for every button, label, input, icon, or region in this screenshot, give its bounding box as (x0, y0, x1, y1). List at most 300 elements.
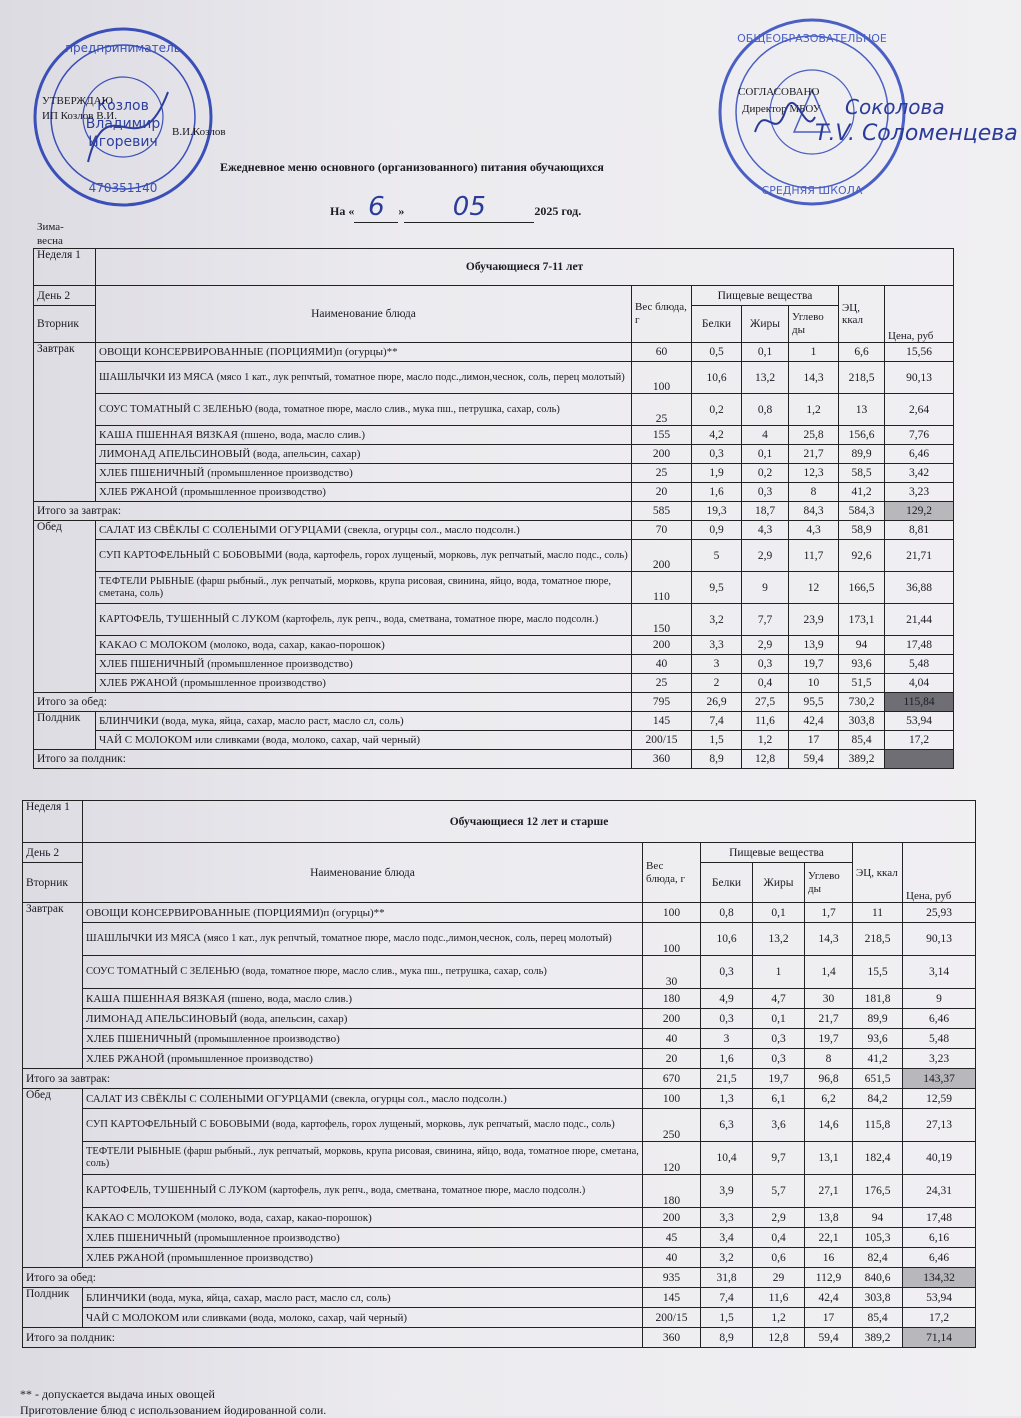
total-f-cell: 18,7 (742, 502, 789, 521)
weight-cell: 120 (643, 1142, 701, 1175)
energy-cell: 93,6 (853, 1029, 903, 1049)
carbs-cell: 13,8 (805, 1208, 853, 1228)
dish-name: САЛАТ ИЗ СВЁКЛЫ С СОЛЕНЫМИ ОГУРЦАМИ (свекла, огурцы сол., масло подсолн.) (83, 1089, 643, 1109)
price-cell: 9 (903, 989, 976, 1009)
price-cell: 6,46 (903, 1009, 976, 1029)
fat-cell: 2,9 (742, 540, 789, 572)
carbs-cell: 1,4 (805, 956, 853, 989)
weight-cell: 70 (632, 521, 692, 540)
energy-cell: 218,5 (839, 362, 885, 394)
weight-cell: 45 (643, 1228, 701, 1248)
energy-cell: 92,6 (839, 540, 885, 572)
protein-cell: 5 (692, 540, 742, 572)
fat-cell: 1,2 (753, 1308, 805, 1328)
weight-cell: 200 (632, 540, 692, 572)
protein-cell: 4,9 (701, 989, 753, 1009)
weight-cell: 200/15 (632, 731, 692, 750)
price-cell: 36,88 (885, 572, 954, 604)
energy-cell: 105,3 (853, 1228, 903, 1248)
total-label: Итого за обед: (23, 1268, 643, 1288)
dish-name: ШАШЛЫЧКИ ИЗ МЯСА (мясо 1 кат., лук репчтый, томатное пюре, масло подс.,лимон,чеснок, соль, перец молотый) (96, 362, 632, 394)
total-row (34, 502, 954, 521)
price-cell: 90,13 (885, 362, 954, 394)
energy-cell: 82,4 (853, 1248, 903, 1268)
energy-cell: 85,4 (839, 731, 885, 750)
energy-cell: 173,1 (839, 604, 885, 636)
svg-text:Игоревич: Игоревич (88, 134, 158, 150)
table-row (34, 540, 954, 572)
energy-cell: 89,9 (853, 1009, 903, 1029)
protein-cell: 1,3 (701, 1089, 753, 1109)
weight-cell: 40 (632, 655, 692, 674)
protein-cell: 1,9 (692, 464, 742, 483)
carbs-cell: 22,1 (805, 1228, 853, 1248)
energy-cell: 303,8 (839, 712, 885, 731)
total-w-cell: 585 (632, 502, 692, 521)
protein-cell: 3,9 (701, 1175, 753, 1208)
carbs-cell: 19,7 (789, 655, 839, 674)
carbs-cell: 1,2 (789, 394, 839, 426)
energy-cell: 303,8 (853, 1288, 903, 1308)
price-cell: 3,23 (903, 1049, 976, 1069)
table-row (23, 903, 976, 923)
total-f-cell: 27,5 (742, 693, 789, 712)
carbs-cell: 11,7 (789, 540, 839, 572)
total-f-cell: 12,8 (753, 1328, 805, 1348)
energy-cell: 218,5 (853, 923, 903, 956)
protein-cell: 10,4 (701, 1142, 753, 1175)
weight-cell: 100 (643, 903, 701, 923)
menu-table-7-11 (33, 248, 954, 769)
protein-cell: 0,8 (701, 903, 753, 923)
protein-cell: 0,3 (692, 445, 742, 464)
fat-cell: 6,1 (753, 1089, 805, 1109)
dish-name: ХЛЕБ РЖАНОЙ (промышленное производство) (83, 1248, 643, 1268)
energy-cell: 11 (853, 903, 903, 923)
weight-cell: 200 (632, 636, 692, 655)
table-row (34, 712, 954, 731)
table-row (23, 1308, 976, 1328)
energy-cell: 166,5 (839, 572, 885, 604)
fat-cell: 0,2 (742, 464, 789, 483)
energy-cell: 181,8 (853, 989, 903, 1009)
total-f-cell: 19,7 (753, 1069, 805, 1089)
weight-cell: 100 (643, 923, 701, 956)
carbs-cell: 17 (805, 1308, 853, 1328)
table-row (23, 1109, 976, 1142)
total-c-cell: 112,9 (805, 1268, 853, 1288)
nutrients-header: Пищевые вещества (701, 843, 853, 863)
day-label: День 2 (23, 843, 83, 863)
svg-text:470351140: 470351140 (88, 181, 158, 195)
note-salt: Приготовление блюд с использованием йодированной соли. (20, 1403, 327, 1417)
table-row (34, 394, 954, 426)
energy-cell: 94 (839, 636, 885, 655)
carbs-cell: 6,2 (805, 1089, 853, 1109)
price-cell: 4,04 (885, 674, 954, 693)
protein-cell: 1,6 (701, 1049, 753, 1069)
price-cell: 21,71 (885, 540, 954, 572)
carbs-cell: 12,3 (789, 464, 839, 483)
table-row (34, 445, 954, 464)
weight-cell: 200/15 (643, 1308, 701, 1328)
protein-cell: 0,9 (692, 521, 742, 540)
fat-cell: 1 (753, 956, 805, 989)
carbs-cell: 13,1 (805, 1142, 853, 1175)
group-title: Обучающиеся 12 лет и старше (83, 801, 976, 843)
total-c-cell: 96,8 (805, 1069, 853, 1089)
total-w-cell: 360 (632, 750, 692, 769)
price-cell: 3,23 (885, 483, 954, 502)
dish-name: БЛИНЧИКИ (вода, мука, яйца, сахар, масло раст, масло сл, соль) (83, 1288, 643, 1308)
energy-cell: 93,6 (839, 655, 885, 674)
price-cell: 7,76 (885, 426, 954, 445)
meal-label: Завтрак (23, 903, 83, 1069)
carbs-cell: 1 (789, 343, 839, 362)
dish-name: КАКАО С МОЛОКОМ (молоко, вода, сахар, какао-порошок) (83, 1208, 643, 1228)
fat-cell: 0,1 (753, 903, 805, 923)
weight-cell: 25 (632, 394, 692, 426)
carbs-cell: 16 (805, 1248, 853, 1268)
dish-name: ЛИМОНАД АПЕЛЬСИНОВЫЙ (вода, апельсин, сахар) (96, 445, 632, 464)
protein-cell: 0,5 (692, 343, 742, 362)
fat-cell: 0,3 (742, 483, 789, 502)
table-row (23, 1288, 976, 1308)
total-label: Итого за завтрак: (23, 1069, 643, 1089)
total-row (34, 693, 954, 712)
weight-cell: 25 (632, 674, 692, 693)
total-label: Итого за обед: (34, 693, 632, 712)
table-row (23, 923, 976, 956)
dish-name: ШАШЛЫЧКИ ИЗ МЯСА (мясо 1 кат., лук репчтый, томатное пюре, масло подс.,лимон,чеснок, соль, перец молотый) (83, 923, 643, 956)
total-c-cell: 84,3 (789, 502, 839, 521)
total-c-cell: 95,5 (789, 693, 839, 712)
weight-cell: 40 (643, 1248, 701, 1268)
total-row (23, 1328, 976, 1348)
weekday-label: Вторник (34, 306, 96, 343)
total-c-cell: 59,4 (805, 1328, 853, 1348)
protein-cell: 3,2 (692, 604, 742, 636)
note-vegetables: ** - допускается выдача иных овощей (20, 1387, 215, 1401)
energy-cell: 156,6 (839, 426, 885, 445)
svg-text:СРЕДНЯЯ ШКОЛА: СРЕДНЯЯ ШКОЛА (761, 184, 863, 197)
energy-cell: 13 (839, 394, 885, 426)
dish-name: СОУС ТОМАТНЫЙ С ЗЕЛЕНЬЮ (вода, томатное пюре, масло слив., мука пш., петрушка, сахар, соль) (83, 956, 643, 989)
carbs-cell: 21,7 (789, 445, 839, 464)
carbs-cell: 17 (789, 731, 839, 750)
price-cell: 5,48 (903, 1029, 976, 1049)
fat-cell: 0,6 (753, 1248, 805, 1268)
price-cell: 15,56 (885, 343, 954, 362)
dish-name: КАРТОФЕЛЬ, ТУШЕННЫЙ С ЛУКОМ (картофель, лук репч., вода, сметвана, томатное пюре, масло подсолн.) (83, 1175, 643, 1208)
carbs-cell: 8 (805, 1049, 853, 1069)
fat-cell: 0,1 (753, 1009, 805, 1029)
total-w-cell: 935 (643, 1268, 701, 1288)
protein-cell: 2 (692, 674, 742, 693)
total-e-cell: 389,2 (853, 1328, 903, 1348)
total-p-cell: 31,8 (701, 1268, 753, 1288)
total-f-cell: 29 (753, 1268, 805, 1288)
protein-cell: 1,6 (692, 483, 742, 502)
dish-name: КАША ПШЕННАЯ ВЯЗКАЯ (пшено, вода, масло слив.) (96, 426, 632, 445)
total-w-cell: 360 (643, 1328, 701, 1348)
total-f-cell: 12,8 (742, 750, 789, 769)
dish-name: КАРТОФЕЛЬ, ТУШЕННЫЙ С ЛУКОМ (картофель, лук репч., вода, сметвана, томатное пюре, масло подсолн.) (96, 604, 632, 636)
protein-header: Белки (701, 863, 753, 903)
energy-cell: 41,2 (853, 1049, 903, 1069)
carbs-cell: 23,9 (789, 604, 839, 636)
total-e-cell: 730,2 (839, 693, 885, 712)
price-cell: 6,46 (885, 445, 954, 464)
carbs-header: Углево ды (805, 863, 853, 903)
price-cell: 3,14 (903, 956, 976, 989)
table-row (34, 731, 954, 750)
dish-name: ХЛЕБ ПШЕНИЧНЫЙ (промышленное производство) (96, 655, 632, 674)
protein-cell: 3 (692, 655, 742, 674)
energy-cell: 85,4 (853, 1308, 903, 1328)
weight-cell: 60 (632, 343, 692, 362)
table-row (23, 1142, 976, 1175)
total-row (23, 1069, 976, 1089)
weight-cell: 200 (643, 1009, 701, 1029)
price-cell: 17,48 (903, 1208, 976, 1228)
energy-cell: 94 (853, 1208, 903, 1228)
dish-header: Наименование блюда (83, 843, 643, 903)
fat-cell: 11,6 (742, 712, 789, 731)
table-row (23, 1049, 976, 1069)
total-e-cell: 840,6 (853, 1268, 903, 1288)
fat-cell: 5,7 (753, 1175, 805, 1208)
weight-cell: 40 (643, 1029, 701, 1049)
meal-label: Обед (34, 521, 96, 693)
carbs-header: Углево ды (789, 306, 839, 343)
protein-cell: 10,6 (692, 362, 742, 394)
carbs-cell: 14,6 (805, 1109, 853, 1142)
fat-cell: 0,3 (742, 655, 789, 674)
carbs-cell: 42,4 (789, 712, 839, 731)
energy-header: ЭЦ, ккал (853, 843, 903, 903)
carbs-cell: 27,1 (805, 1175, 853, 1208)
price-header: Цена, руб (903, 843, 976, 903)
protein-header: Белки (692, 306, 742, 343)
protein-cell: 3,3 (701, 1208, 753, 1228)
total-label: Итого за полдник: (34, 750, 632, 769)
fat-cell: 0,3 (753, 1049, 805, 1069)
price-cell: 24,31 (903, 1175, 976, 1208)
weekday-label: Вторник (23, 863, 83, 903)
carbs-cell: 1,7 (805, 903, 853, 923)
dish-name: СОУС ТОМАТНЫЙ С ЗЕЛЕНЬЮ (вода, томатное пюре, масло слив., мука пш., петрушка, сахар, соль) (96, 394, 632, 426)
dish-name: ХЛЕБ РЖАНОЙ (промышленное производство) (96, 674, 632, 693)
weight-cell: 150 (632, 604, 692, 636)
protein-cell: 10,6 (701, 923, 753, 956)
approve-title: УТВЕРЖДАЮ (42, 95, 113, 107)
price-cell: 17,2 (903, 1308, 976, 1328)
svg-text:ОБЩЕОБРАЗОВАТЕЛЬНОЕ: ОБЩЕОБРАЗОВАТЕЛЬНОЕ (737, 32, 887, 45)
protein-cell: 6,3 (701, 1109, 753, 1142)
total-e-cell: 584,3 (839, 502, 885, 521)
carbs-cell: 14,3 (789, 362, 839, 394)
svg-text:Владимир: Владимир (85, 116, 161, 132)
protein-cell: 3 (701, 1029, 753, 1049)
svg-text:Соколова: Соколова (845, 95, 945, 119)
dish-name: БЛИНЧИКИ (вода, мука, яйца, сахар, масло раст, масло сл, соль) (96, 712, 632, 731)
dish-name: ОВОЩИ КОНСЕРВИРОВАННЫЕ (ПОРЦИЯМИ)п (огурцы)** (96, 343, 632, 362)
weight-cell: 180 (643, 1175, 701, 1208)
fat-cell: 9,7 (753, 1142, 805, 1175)
total-label: Итого за полдник: (23, 1328, 643, 1348)
carbs-cell: 4,3 (789, 521, 839, 540)
agree-title: СОГЛАСОВАНО (738, 86, 820, 98)
carbs-cell: 14,3 (805, 923, 853, 956)
protein-cell: 3,2 (701, 1248, 753, 1268)
weight-cell: 145 (643, 1288, 701, 1308)
fat-cell: 13,2 (742, 362, 789, 394)
price-cell: 5,48 (885, 655, 954, 674)
carbs-cell: 21,7 (805, 1009, 853, 1029)
date-mid: » (398, 204, 405, 218)
date-month: 05 (404, 192, 534, 223)
dish-name: ОВОЩИ КОНСЕРВИРОВАННЫЕ (ПОРЦИЯМИ)п (огурцы)** (83, 903, 643, 923)
energy-cell: 6,6 (839, 343, 885, 362)
energy-cell: 15,5 (853, 956, 903, 989)
menu-table-12-plus (22, 800, 976, 1348)
carbs-cell: 25,8 (789, 426, 839, 445)
table-row (23, 1009, 976, 1029)
agree-line: Директор МБОУ (742, 103, 821, 115)
price-cell: 6,16 (903, 1228, 976, 1248)
energy-cell: 176,5 (853, 1175, 903, 1208)
energy-cell: 115,8 (853, 1109, 903, 1142)
price-cell: 6,46 (903, 1248, 976, 1268)
svg-text:Козлов: Козлов (97, 98, 149, 114)
total-c-cell: 59,4 (789, 750, 839, 769)
table-row (23, 1089, 976, 1109)
total-row (23, 1268, 976, 1288)
week-label: Неделя 1 (23, 801, 83, 843)
protein-cell: 1,5 (692, 731, 742, 750)
protein-cell: 7,4 (692, 712, 742, 731)
dish-name: ТЕФТЕЛИ РЫБНЫЕ (фарш рыбный., лук репчатый, морковь, крупа рисовая, свинина, яйцо, вода, томатное пюре, сметана, соль) (83, 1142, 643, 1175)
carbs-cell: 12 (789, 572, 839, 604)
table-row (34, 655, 954, 674)
meal-label: Завтрак (34, 343, 96, 502)
table-row (34, 521, 954, 540)
fat-cell: 0,8 (742, 394, 789, 426)
fat-cell: 4,7 (753, 989, 805, 1009)
price-cell: 90,13 (903, 923, 976, 956)
total-e-cell: 651,5 (853, 1069, 903, 1089)
fat-cell: 2,9 (742, 636, 789, 655)
energy-header: ЭЦ, ккал (839, 286, 885, 343)
total-pr-cell: 115,84 (885, 693, 954, 712)
day-label: День 2 (34, 286, 96, 306)
meal-label: Обед (23, 1089, 83, 1268)
dish-name: ХЛЕБ ПШЕНИЧНЫЙ (промышленное производство) (96, 464, 632, 483)
nutrients-header: Пищевые вещества (692, 286, 839, 306)
approve-name: В.И.Козлов (172, 126, 226, 138)
total-p-cell: 26,9 (692, 693, 742, 712)
table-row (34, 343, 954, 362)
energy-cell: 84,2 (853, 1089, 903, 1109)
dish-name: КАКАО С МОЛОКОМ (молоко, вода, сахар, какао-порошок) (96, 636, 632, 655)
fat-cell: 7,7 (742, 604, 789, 636)
svg-text:предприниматель: предприниматель (65, 41, 181, 55)
total-pr-cell: 134,32 (903, 1268, 976, 1288)
price-cell: 27,13 (903, 1109, 976, 1142)
total-pr-cell: 71,14 (903, 1328, 976, 1348)
date-suffix: 2025 год. (534, 204, 582, 218)
carbs-cell: 10 (789, 674, 839, 693)
dish-name: ЛИМОНАД АПЕЛЬСИНОВЫЙ (вода, апельсин, сахар) (83, 1009, 643, 1029)
table-row (23, 956, 976, 989)
table-row (23, 1175, 976, 1208)
fat-cell: 4 (742, 426, 789, 445)
dish-name: ХЛЕБ РЖАНОЙ (промышленное производство) (83, 1049, 643, 1069)
carbs-cell: 19,7 (805, 1029, 853, 1049)
carbs-cell: 8 (789, 483, 839, 502)
carbs-cell: 30 (805, 989, 853, 1009)
date-prefix: На « (330, 204, 355, 218)
total-p-cell: 8,9 (692, 750, 742, 769)
price-cell: 53,94 (903, 1288, 976, 1308)
dish-name: ХЛЕБ ПШЕНИЧНЫЙ (промышленное производство) (83, 1228, 643, 1248)
table-row (34, 604, 954, 636)
table-row (34, 674, 954, 693)
svg-text:Т.V. Соломенцева: Т.V. Соломенцева (815, 121, 1018, 146)
carbs-cell: 42,4 (805, 1288, 853, 1308)
protein-cell: 1,5 (701, 1308, 753, 1328)
price-header: Цена, руб (885, 286, 954, 343)
total-label: Итого за завтрак: (34, 502, 632, 521)
energy-cell: 51,5 (839, 674, 885, 693)
protein-cell: 3,4 (701, 1228, 753, 1248)
fat-header: Жиры (753, 863, 805, 903)
table-row (23, 1228, 976, 1248)
weight-cell: 145 (632, 712, 692, 731)
weight-cell: 200 (643, 1208, 701, 1228)
carbs-cell: 13,9 (789, 636, 839, 655)
dish-name: ТЕФТЕЛИ РЫБНЫЕ (фарш рыбный., лук репчатый, морковь, крупа рисовая, свинина, яйцо, вода, томатное пюре, сметана, соль) (96, 572, 632, 604)
total-p-cell: 21,5 (701, 1069, 753, 1089)
protein-cell: 7,4 (701, 1288, 753, 1308)
table-row (34, 362, 954, 394)
fat-cell: 11,6 (753, 1288, 805, 1308)
weight-cell: 200 (632, 445, 692, 464)
price-cell: 25,93 (903, 903, 976, 923)
meal-label: Полдник (23, 1288, 83, 1328)
table-row (23, 989, 976, 1009)
total-p-cell: 8,9 (701, 1328, 753, 1348)
weight-cell: 25 (632, 464, 692, 483)
price-cell: 17,48 (885, 636, 954, 655)
energy-cell: 58,9 (839, 521, 885, 540)
director-signature-icon (745, 92, 1018, 152)
price-cell: 40,19 (903, 1142, 976, 1175)
dish-name: СУП КАРТОФЕЛЬНЫЙ С БОБОВЫМИ (вода, картофель, горох лущеный, морковь, лук репчатый, масло подс., соль) (83, 1109, 643, 1142)
fat-header: Жиры (742, 306, 789, 343)
total-pr-cell: 129,2 (885, 502, 954, 521)
table-row (23, 1208, 976, 1228)
table-row (34, 483, 954, 502)
total-row (34, 750, 954, 769)
fat-cell: 1,2 (742, 731, 789, 750)
total-pr-cell: 143,37 (903, 1069, 976, 1089)
protein-cell: 0,2 (692, 394, 742, 426)
date-day: 6 (354, 192, 398, 223)
dish-name: САЛАТ ИЗ СВЁКЛЫ С СОЛЕНЫМИ ОГУРЦАМИ (свекла, огурцы сол., масло подсолн.) (96, 521, 632, 540)
weight-cell: 110 (632, 572, 692, 604)
